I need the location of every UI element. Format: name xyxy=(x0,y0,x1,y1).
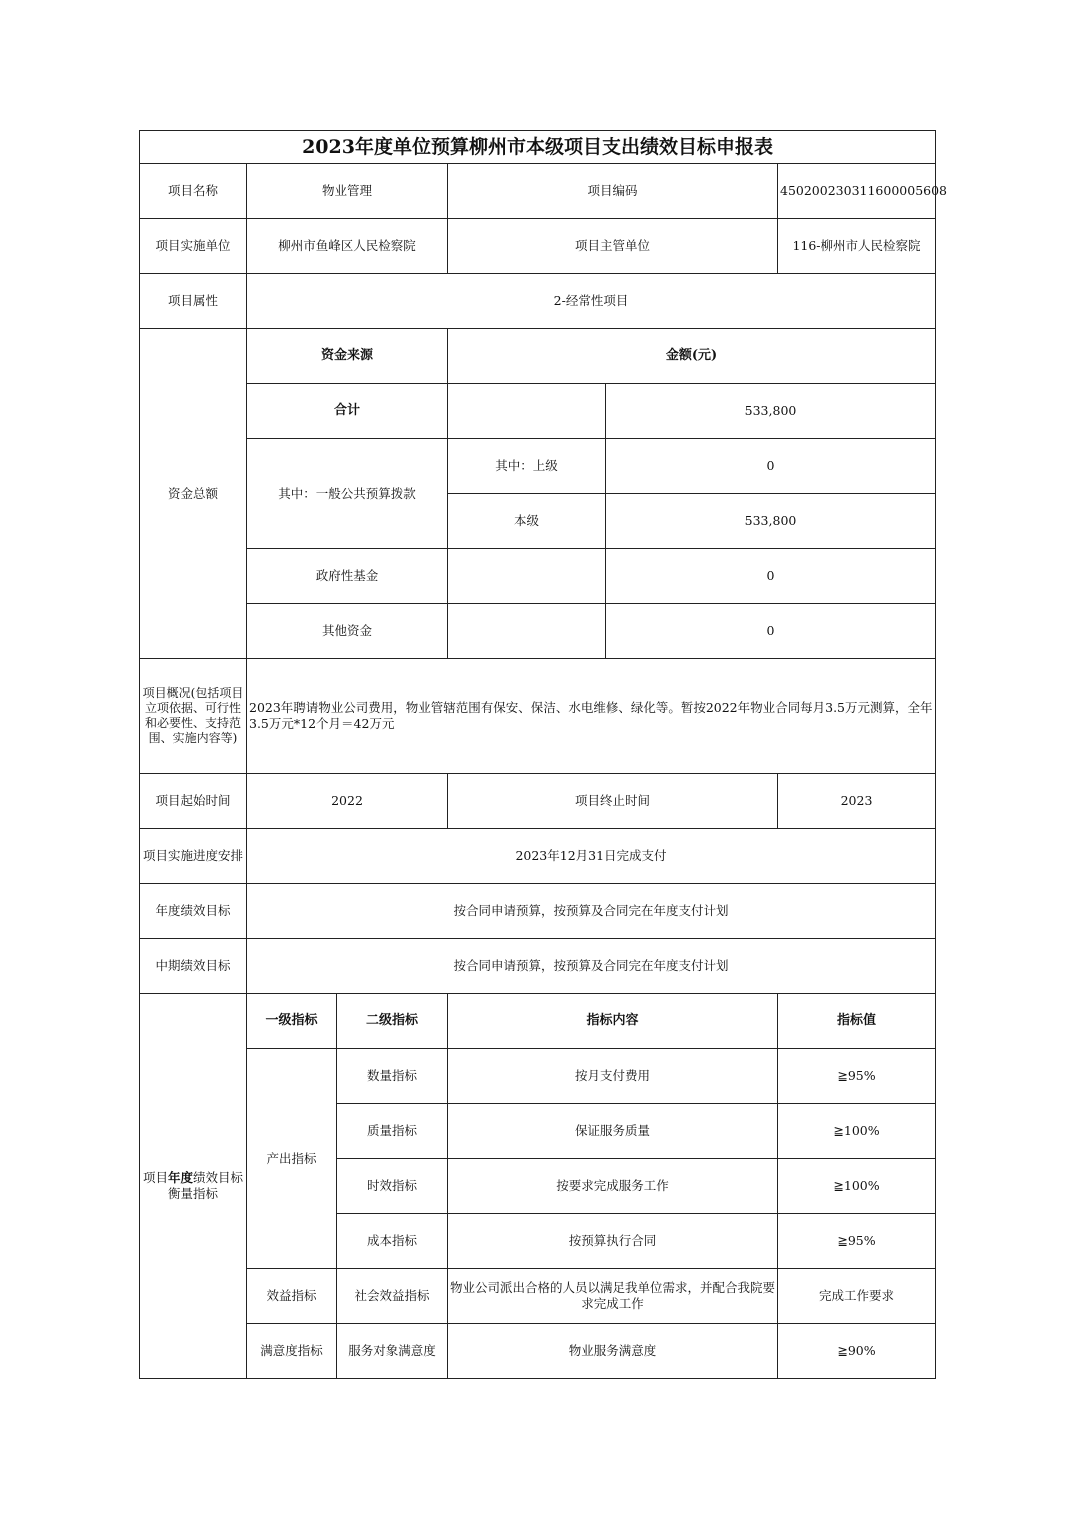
gov-fund-label: 政府性基金 xyxy=(247,549,448,604)
indicator-value: ≧95% xyxy=(778,1214,936,1269)
overview-text: 2023年聘请物业公司费用，物业管辖范围有保安、保洁、水电维修、绿化等。暂按2022年物业合同每月3.5万元测算，全年3.5万元*12个月＝42万元 xyxy=(247,659,936,774)
output-indicator-label: 产出指标 xyxy=(247,1049,337,1269)
annual-goal-label: 年度绩效目标 xyxy=(140,884,247,939)
impl-unit: 柳州市鱼峰区人民检察院 xyxy=(247,219,448,274)
project-attr-label: 项目属性 xyxy=(140,274,247,329)
level2-indicator: 时效指标 xyxy=(337,1159,448,1214)
table-row xyxy=(140,1324,936,1379)
level2-indicator: 质量指标 xyxy=(337,1104,448,1159)
other-fund-amount: 0 xyxy=(606,604,936,659)
local-label: 本级 xyxy=(448,494,606,549)
level2-header: 二级指标 xyxy=(337,994,448,1049)
indicator-content: 物业公司派出合格的人员以满足我单位需求，并配合我院要求完成工作 xyxy=(448,1269,778,1324)
level2-indicator: 数量指标 xyxy=(337,1049,448,1104)
other-fund-blank xyxy=(448,604,606,659)
mid-goal-text: 按合同申请预算，按预算及合同完在年度支付计划 xyxy=(247,939,936,994)
project-code: 450200230311600005608 xyxy=(778,164,936,219)
level2-indicator: 社会效益指标 xyxy=(337,1269,448,1324)
impl-unit-label: 项目实施单位 xyxy=(140,219,247,274)
indicators-label-post: 绩效目标衡量指标 xyxy=(167,1170,244,1201)
indicator-value: ≧95% xyxy=(778,1049,936,1104)
indicator-content: 按月支付费用 xyxy=(448,1049,778,1104)
upper-amount: 0 xyxy=(606,439,936,494)
project-name-label: 项目名称 xyxy=(140,164,247,219)
other-fund-label: 其他资金 xyxy=(247,604,448,659)
indicator-content: 按要求完成服务工作 xyxy=(448,1159,778,1214)
annual-goal-text: 按合同申请预算，按预算及合同完在年度支付计划 xyxy=(247,884,936,939)
overview-label: 项目概况(包括项目立项依据、可行性和必要性、支持范围、实施内容等) xyxy=(140,659,247,774)
end-time: 2023 xyxy=(778,774,936,829)
value-header: 指标值 xyxy=(778,994,936,1049)
indicator-content: 物业服务满意度 xyxy=(448,1324,778,1379)
local-amount: 533,800 xyxy=(606,494,936,549)
total-amount: 533,800 xyxy=(606,384,936,439)
indicator-content: 保证服务质量 xyxy=(448,1104,778,1159)
project-name: 物业管理 xyxy=(247,164,448,219)
indicator-value: ≧100% xyxy=(778,1104,936,1159)
start-time: 2022 xyxy=(247,774,448,829)
indicators-label-pre: 项目 xyxy=(142,1170,168,1185)
level2-indicator: 服务对象满意度 xyxy=(337,1324,448,1379)
satisfaction-indicator-label: 满意度指标 xyxy=(247,1324,337,1379)
performance-goal-table xyxy=(139,130,948,1379)
indicator-value: 完成工作要求 xyxy=(778,1269,936,1324)
project-attr: 2-经常性项目 xyxy=(247,274,936,329)
gov-fund-blank xyxy=(448,549,606,604)
start-time-label: 项目起始时间 xyxy=(140,774,247,829)
indicator-value: ≧100% xyxy=(778,1159,936,1214)
amount-header: 金额(元) xyxy=(448,329,936,384)
end-time-label: 项目终止时间 xyxy=(448,774,778,829)
total-label: 合计 xyxy=(247,384,448,439)
gov-fund-amount: 0 xyxy=(606,549,936,604)
level1-header: 一级指标 xyxy=(247,994,337,1049)
funds-label: 资金总额 xyxy=(140,329,247,659)
schedule-text: 2023年12月31日完成支付 xyxy=(247,829,936,884)
indicator-content: 按预算执行合同 xyxy=(448,1214,778,1269)
mgr-unit-label: 项目主管单位 xyxy=(448,219,778,274)
mgr-unit: 116-柳州市人民检察院 xyxy=(778,219,936,274)
general-budget-label: 其中：一般公共预算拨款 xyxy=(247,439,448,549)
benefit-indicator-label: 效益指标 xyxy=(247,1269,337,1324)
indicator-value: ≧90% xyxy=(778,1324,936,1379)
indicators-label-bold: 年度 xyxy=(167,1170,193,1185)
upper-label: 其中：上级 xyxy=(448,439,606,494)
table-row xyxy=(140,1269,936,1324)
fund-source-header: 资金来源 xyxy=(247,329,448,384)
table-title: 2023年度单位预算柳州市本级项目支出绩效目标申报表 xyxy=(140,131,936,164)
total-blank xyxy=(448,384,606,439)
mid-goal-label: 中期绩效目标 xyxy=(140,939,247,994)
table-row xyxy=(140,1049,936,1104)
content-header: 指标内容 xyxy=(448,994,778,1049)
level2-indicator: 成本指标 xyxy=(337,1214,448,1269)
project-code-label: 项目编码 xyxy=(448,164,778,219)
schedule-label: 项目实施进度安排 xyxy=(140,829,247,884)
indicators-label xyxy=(140,994,247,1379)
